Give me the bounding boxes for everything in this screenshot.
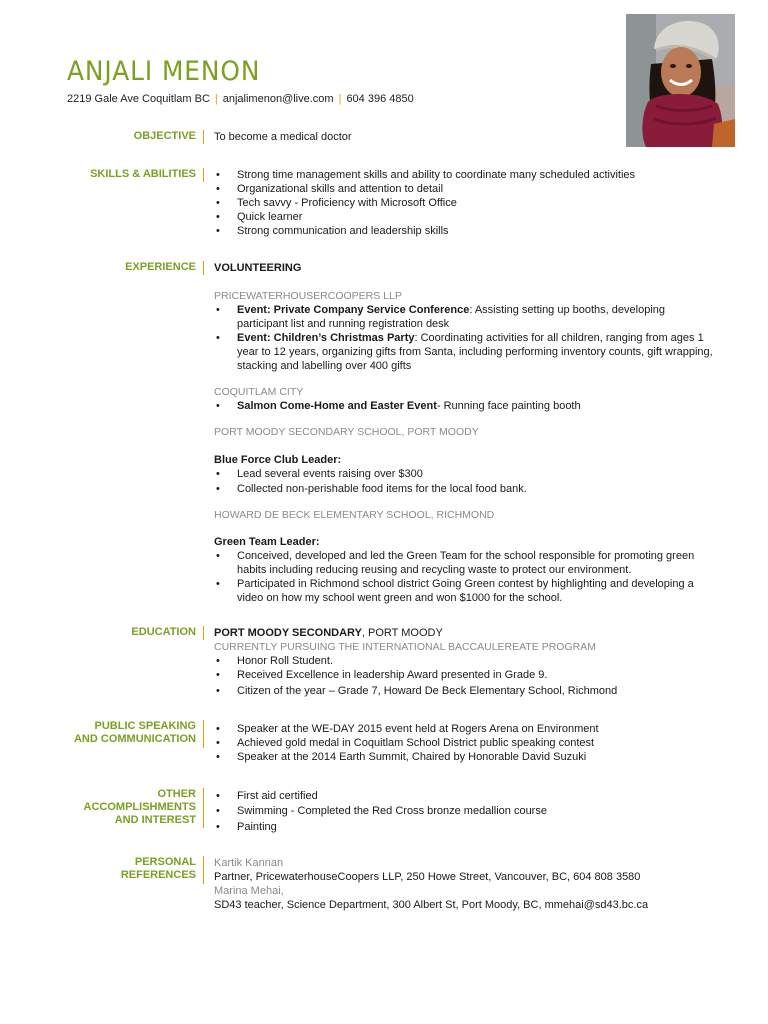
resume-name: ANJALI MENON xyxy=(67,56,261,87)
list-item: • Swimming - Completed the Red Cross bronze medallion course xyxy=(214,804,714,818)
org-list xyxy=(214,467,714,496)
list-item: • First aid certified xyxy=(214,789,714,803)
list-item: • Strong time management skills and ability to coordinate many scheduled activities xyxy=(214,168,714,182)
list-item: • Lead several events raising over $300 xyxy=(214,467,714,481)
list-item xyxy=(214,331,714,373)
org-list xyxy=(214,549,714,605)
reference-detail: Partner, PricewaterhouseCoopers LLP, 250 Howe Street, Vancouver, BC, 604 808 3580 xyxy=(214,871,641,883)
experience-heading: VOLUNTEERING xyxy=(214,262,302,274)
separator: | xyxy=(214,93,218,105)
list-item: • Speaker at the 2014 Earth Summit, Chaired by Honorable David Suzuki xyxy=(214,750,714,764)
section-divider xyxy=(203,720,204,748)
org-name: COQUITLAM CITY xyxy=(214,386,304,398)
skills-label: SKILLS & ABILITIES xyxy=(90,168,196,180)
portrait-image xyxy=(626,14,735,147)
contact-line xyxy=(67,93,414,105)
label-line: OTHER xyxy=(157,788,196,800)
list-item: • Collected non-perishable food items for the local food bank. xyxy=(214,482,714,496)
role-title: Blue Force Club Leader: xyxy=(214,454,342,466)
list-item xyxy=(214,399,714,413)
list-item: • Quick learner xyxy=(214,210,714,224)
label-line: PUBLIC SPEAKING xyxy=(94,720,196,732)
list-item xyxy=(214,303,714,331)
list-item: • Citizen of the year – Grade 7, Howard De Beck Elementary School, Richmond xyxy=(214,684,714,698)
reference-name: Marina Mehai, xyxy=(214,885,284,897)
reference-name: Kartik Kannan xyxy=(214,857,284,869)
list-item: • Participated in Richmond school district Going Green contest by highlighting and developing a video on how my school went green and won $1000 for the school. xyxy=(214,577,714,605)
label-line: ACCOMPLISHMENTS xyxy=(83,801,196,813)
label-line: PERSONAL xyxy=(134,856,196,868)
public-speaking-content xyxy=(214,722,714,764)
list-item: • Organizational skills and attention to detail xyxy=(214,182,714,196)
education-list xyxy=(214,654,714,698)
org-name: PRICEWATERHOUSERCOOPERS LLP xyxy=(214,290,402,302)
event-title: Salmon Come-Home and Easter Event xyxy=(237,400,437,412)
experience-content xyxy=(214,261,714,605)
program-name: CURRENTLY PURSUING THE INTERNATIONAL BACCAULEREATE PROGRAM xyxy=(214,641,596,653)
list-item: • Achieved gold medal in Coquitlam School District public speaking contest xyxy=(214,736,714,750)
references-label xyxy=(121,856,196,882)
other-list xyxy=(214,789,714,834)
role-title: Green Team Leader: xyxy=(214,536,320,548)
section-divider xyxy=(203,788,204,828)
org-name: PORT MOODY SECONDARY SCHOOL, PORT MOODY xyxy=(214,426,479,438)
school-line xyxy=(214,626,714,640)
skills-list xyxy=(214,168,714,238)
other-label xyxy=(84,788,196,827)
experience-label: EXPERIENCE xyxy=(125,261,196,273)
separator: | xyxy=(338,93,342,105)
event-description: : Assisting setting up booths, developing participant list and running registration desk xyxy=(237,304,665,330)
skills-content xyxy=(214,168,714,238)
education-label: EDUCATION xyxy=(131,626,196,638)
label-line: AND INTEREST xyxy=(114,814,196,826)
label-line: REFERENCES xyxy=(120,869,196,881)
section-divider xyxy=(203,168,204,182)
reference-detail: SD43 teacher, Science Department, 300 Albert St, Port Moody, BC, mmehai@sd43.bc.ca xyxy=(214,899,649,911)
other-content xyxy=(214,789,714,834)
email: anjalimenon@live.com xyxy=(222,93,334,105)
section-divider xyxy=(203,626,204,640)
list-item: • Tech savvy - Proficiency with Microsoft Office xyxy=(214,196,714,210)
org-list xyxy=(214,399,714,413)
list-item: • Received Excellence in leadership Award presented in Grade 9. xyxy=(214,668,714,682)
school-name: PORT MOODY SECONDARY xyxy=(214,627,362,639)
org-list xyxy=(214,303,714,373)
section-divider xyxy=(203,856,204,884)
references-content xyxy=(214,856,714,912)
section-divider xyxy=(203,130,204,144)
education-content xyxy=(214,626,714,698)
profile-photo xyxy=(626,14,735,147)
public-speaking-list xyxy=(214,722,714,764)
objective-label: OBJECTIVE xyxy=(133,130,196,142)
event-description: : Coordinating activities for all children, ranging from ages 1 year to 12 years, organizing gifts from Santa, including performing inventory counts, gift wrapping, stacking and labelling over 400 gifts xyxy=(237,332,713,372)
address: 2219 Gale Ave Coquitlam BC xyxy=(67,93,210,105)
org-name: HOWARD DE BECK ELEMENTARY SCHOOL, RICHMOND xyxy=(214,509,495,521)
public-speaking-label xyxy=(74,720,196,746)
list-item: • Speaker at the WE-DAY 2015 event held at Rogers Arena on Environment xyxy=(214,722,714,736)
event-title: Event: Private Company Service Conference xyxy=(237,304,470,316)
event-description: - Running face painting booth xyxy=(436,400,581,412)
list-item: • Honor Roll Student. xyxy=(214,654,714,668)
list-item: • Conceived, developed and led the Green Team for the school responsible for promoting green habits including reducing reusing and recycling waste to protect our environment. xyxy=(214,549,714,577)
list-item: • Painting xyxy=(214,820,714,834)
event-title: Event: Children’s Christmas Party xyxy=(237,332,415,344)
school-location: , PORT MOODY xyxy=(361,627,443,639)
label-line: AND COMMUNICATION xyxy=(73,733,196,745)
section-divider xyxy=(203,261,204,275)
phone: 604 396 4850 xyxy=(346,93,414,105)
list-item: • Strong communication and leadership skills xyxy=(214,224,714,238)
objective-text: To become a medical doctor xyxy=(214,131,352,143)
